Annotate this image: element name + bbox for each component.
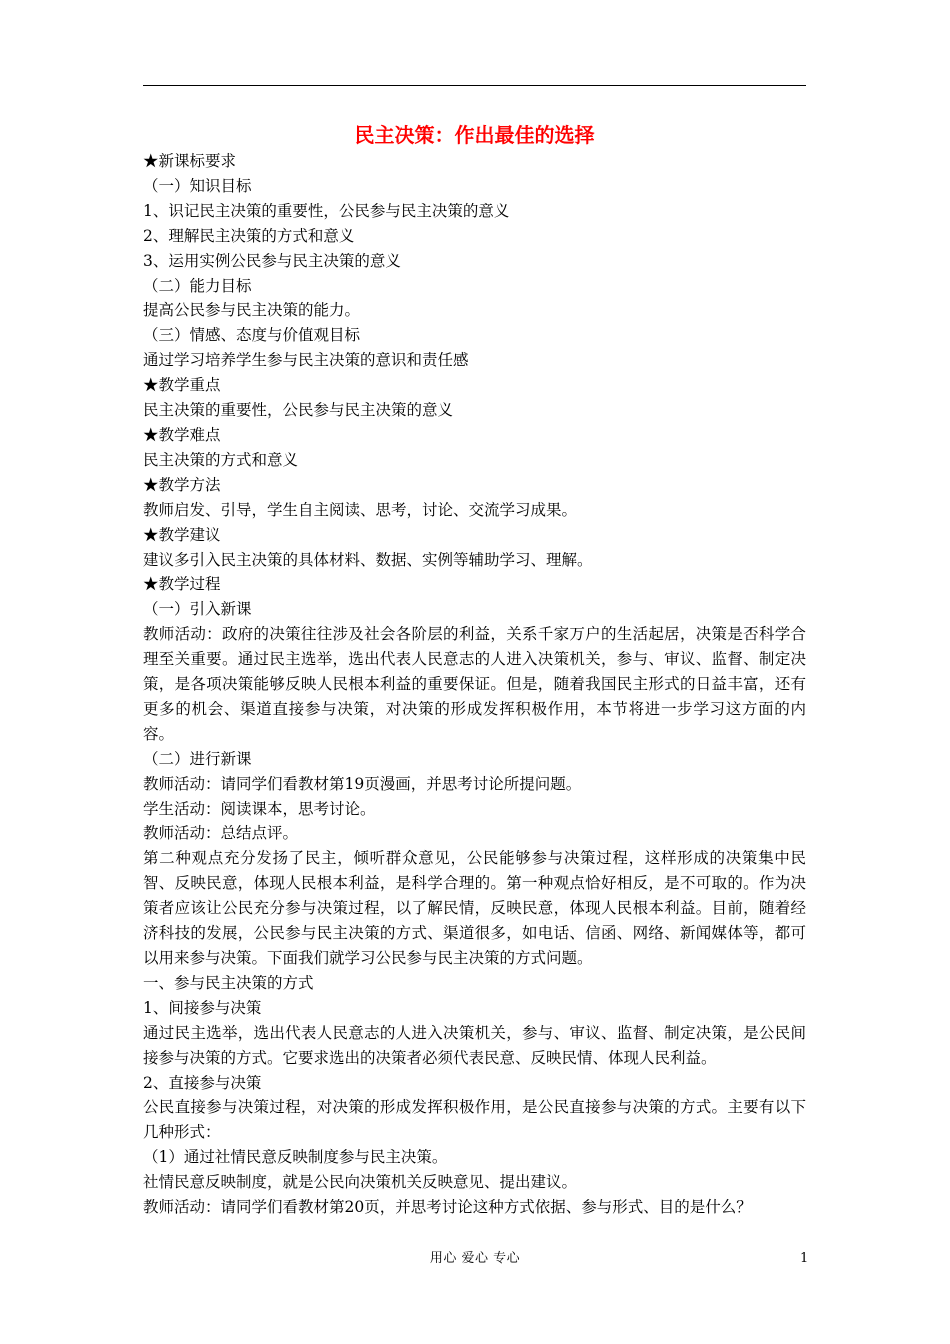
text-line: 教师活动：请同学们看教材第20页，并思考讨论这种方式依据、参与形式、目的是什么？ <box>143 1198 752 1217</box>
text-line: ★教学过程 <box>143 575 221 594</box>
text-line: 2、直接参与决策 <box>143 1073 262 1092</box>
text-line: ★教学建议 <box>143 525 221 544</box>
text-line: 1、识记民主决策的重要性，公民参与民主决策的意义 <box>143 201 510 220</box>
text-line: 教师活动：政府的决策往往涉及社会各阶层的利益，关系千家万户的生活起居，决策是否科学合理至关重要。通过民主选举，选出代表人民意志的人进入决策机关，参与、审议、监督、制定决策，是各项决策能够反映人民根本利益的重要保证。但是，随着我国民主形式的日益丰富，还有更多的机会、渠道直接参与决策，对决策的形成发挥积极作用，本节将进一步学习这方面的内容。 <box>143 625 806 743</box>
footer-slogan: 用心 爱心 专心 <box>429 1251 521 1266</box>
header-rule <box>143 85 806 86</box>
text-line: ★教学难点 <box>143 425 221 444</box>
text-line: 教师启发、引导，学生自主阅读、思考，讨论、交流学习成果。 <box>143 500 578 519</box>
text-line: ★教学重点 <box>143 376 221 395</box>
text-line: 教师活动：总结点评。 <box>143 824 299 843</box>
text-line: 教师活动：请同学们看教材第19页漫画，并思考讨论所提问题。 <box>143 774 582 793</box>
text-line: 民主决策的方式和意义 <box>143 450 299 469</box>
text-line: （1）通过社情民意反映制度参与民主决策。 <box>143 1148 448 1167</box>
text-line: 民主决策的重要性，公民参与民主决策的意义 <box>143 401 454 420</box>
text-line: 社情民意反映制度，就是公民向决策机关反映意见、提出建议。 <box>143 1173 578 1192</box>
text-line: 一、参与民主决策的方式 <box>143 973 314 992</box>
text-line: 通过学习培养学生参与民主决策的意识和责任感 <box>143 351 469 370</box>
text-line: 通过民主选举，选出代表人民意志的人进入决策机关，参与、审议、监督、制定决策，是公民间接参与决策的方式。它要求选出的决策者必须代表民意、反映民情、体现人民利益。 <box>143 1023 806 1067</box>
page-number: 1 <box>800 1251 809 1266</box>
text-line: （二）进行新课 <box>143 749 252 768</box>
text-line: （三）情感、态度与价值观目标 <box>143 326 361 345</box>
text-line: （二）能力目标 <box>143 276 252 295</box>
text-line: （一）知识目标 <box>143 176 252 195</box>
text-line: 建议多引入民主决策的具体材料、数据、实例等辅助学习、理解。 <box>143 550 593 569</box>
text-line: ★新课标要求 <box>143 152 237 170</box>
text-line: 1、间接参与决策 <box>143 998 262 1017</box>
text-line: 第二种观点充分发扬了民主，倾听群众意见，公民能够参与决策过程，这样形成的决策集中民智、反映民意，体现人民根本利益，是科学合理的。第一种观点恰好相反，是不可取的。作为决策者应该让公民充分参与决策过程，以了解民情，反映民意，体现人民根本利益。目前，随着经济科技的发展，公民参与民主决策的方式、渠道很多，如电话、信函、网络、新闻媒体等，都可以用来参与决策。下面我们就学习公民参与民主决策的方式问题。 <box>143 849 806 967</box>
text-line: 提高公民参与民主决策的能力。 <box>143 301 361 320</box>
text-line: 学生活动：阅读课本，思考讨论。 <box>143 799 376 818</box>
text-line: 2、理解民主决策的方式和意义 <box>143 226 355 245</box>
document-title: 民主决策：作出最佳的选择 <box>354 123 595 147</box>
text-line: （一）引入新课 <box>143 600 252 619</box>
text-line: 3、运用实例公民参与民主决策的意义 <box>143 251 401 270</box>
text-line: 公民直接参与决策过程，对决策的形成发挥积极作用，是公民直接参与决策的方式。主要有以下几种形式： <box>143 1098 806 1142</box>
document-body <box>143 149 806 1220</box>
text-line: ★教学方法 <box>143 475 221 494</box>
